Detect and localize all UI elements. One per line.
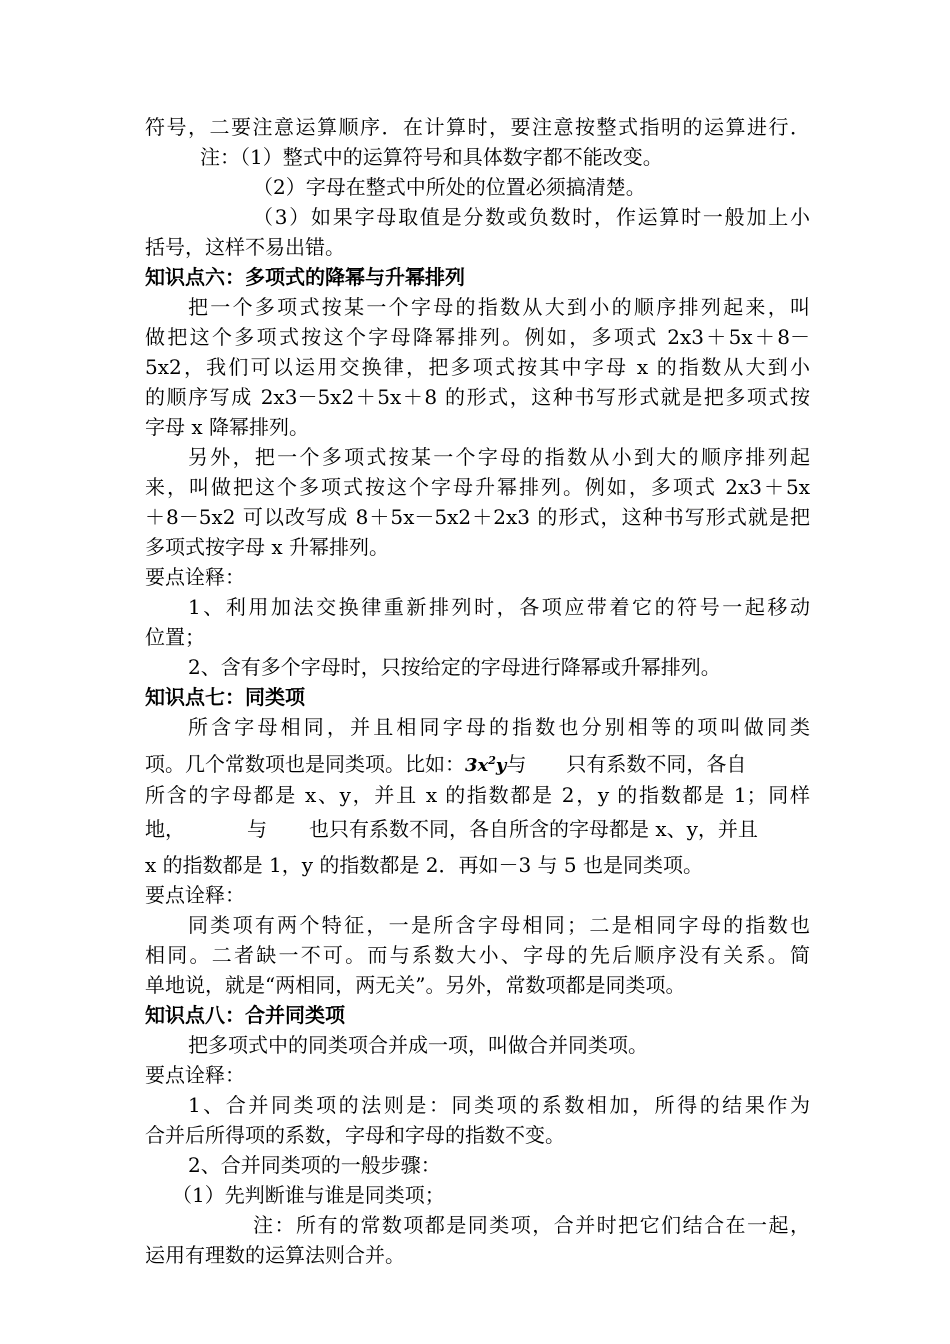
section-heading-6: 知识点六：多项式的降幂与升幂排列	[145, 265, 465, 289]
formula: $3x^2y$	[465, 754, 507, 776]
text-line: 同类项有两个特征，一是所含字母相同；二是相同字母的指数也	[188, 913, 810, 937]
text-line: 把一个多项式按某一个字母的指数从大到小的顺序排列起来，叫	[188, 295, 810, 319]
text-line: 把多项式中的同类项合并成一项，叫做合并同类项。	[188, 1033, 648, 1057]
text-line: 另外，把一个多项式按某一个字母的指数从小到大的顺序排列起	[188, 445, 810, 469]
key-points-label: 要点诠释：	[145, 565, 245, 589]
text-run: 只有系数不同，各自	[566, 752, 747, 776]
note-line: 注：（1）整式中的运算符号和具体数字都不能改变。	[200, 145, 663, 169]
text-line: 所含的字母都是 x、y，并且 x 的指数都是 2，y 的指数都是 1；同样	[145, 783, 810, 807]
key-points-label: 要点诠释：	[145, 883, 245, 907]
text-line	[145, 746, 810, 780]
text-line: 多项式按字母 x 升幂排列。	[145, 535, 389, 559]
text-line: 括号，这样不易出错。	[145, 235, 345, 259]
text-line: x 的指数都是 1，y 的指数都是 2．再如－3 与 5 也是同类项。	[145, 853, 703, 877]
document-page	[145, 112, 810, 1270]
text-line: 合并后所得项的系数，字母和字母的指数不变。	[145, 1123, 565, 1147]
text-run: 也只有系数不同，各自所含的字母都是 x、y，并且	[309, 817, 758, 841]
text-run: 与	[506, 752, 527, 776]
key-points-label: 要点诠释：	[145, 1063, 245, 1087]
section-heading-7: 知识点七：同类项	[145, 685, 305, 709]
text-run: 项。几个常数项也是同类项。比如：	[145, 752, 465, 776]
text-line: ＋8－5x2 可以改写成 8＋5x－5x2＋2x3 的形式，这种书写形式就是把	[145, 505, 810, 529]
text-line: 来，叫做把这个多项式按这个字母升幂排列。例如，多项式 2x3＋5x	[145, 475, 810, 499]
text-line: 2、含有多个字母时，只按给定的字母进行降幂或升幂排列。	[188, 655, 721, 679]
text-line: 1、利用加法交换律重新排列时，各项应带着它的符号一起移动	[188, 595, 810, 619]
text-run: 与	[247, 817, 267, 841]
text-line: 单地说，就是“两相同，两无关”。另外，常数项都是同类项。	[145, 973, 686, 997]
section-heading-8: 知识点八：合并同类项	[145, 1003, 345, 1027]
note-item: （3）如果字母取值是分数或负数时，作运算时一般加上小	[253, 205, 810, 229]
text-line: 2、合并同类项的一般步骤：	[188, 1153, 441, 1177]
text-line: 字母 x 降幂排列。	[145, 415, 309, 439]
note-item: （2）字母在整式中所处的位置必须搞清楚。	[253, 175, 646, 199]
note-line: 注：所有的常数项都是同类项，合并时把它们结合在一起，	[253, 1213, 810, 1237]
text-line: 相同。二者缺一不可。而与系数大小、字母的先后顺序没有关系。简	[145, 943, 810, 967]
text-run: 地，	[145, 817, 185, 841]
text-line: 的顺序写成 2x3－5x2＋5x＋8 的形式，这种书写形式就是把多项式按	[145, 385, 810, 409]
text-line: 符号，二要注意运算顺序．在计算时，要注意按整式指明的运算进行．	[145, 115, 810, 139]
text-line	[145, 814, 810, 850]
text-line: 所含字母相同，并且相同字母的指数也分别相等的项叫做同类	[188, 715, 810, 739]
text-line: 位置；	[145, 625, 205, 649]
text-line: 运用有理数的运算法则合并。	[145, 1243, 405, 1267]
step-item: （1）先判断谁与谁是同类项；	[172, 1183, 445, 1207]
text-line: 做把这个多项式按这个字母降幂排列。例如，多项式 2x3＋5x＋8－	[145, 325, 810, 349]
text-line: 1、合并同类项的法则是：同类项的系数相加，所得的结果作为	[188, 1093, 810, 1117]
text-line: 5x2，我们可以运用交换律，把多项式按其中字母 x 的指数从大到小	[145, 355, 810, 379]
